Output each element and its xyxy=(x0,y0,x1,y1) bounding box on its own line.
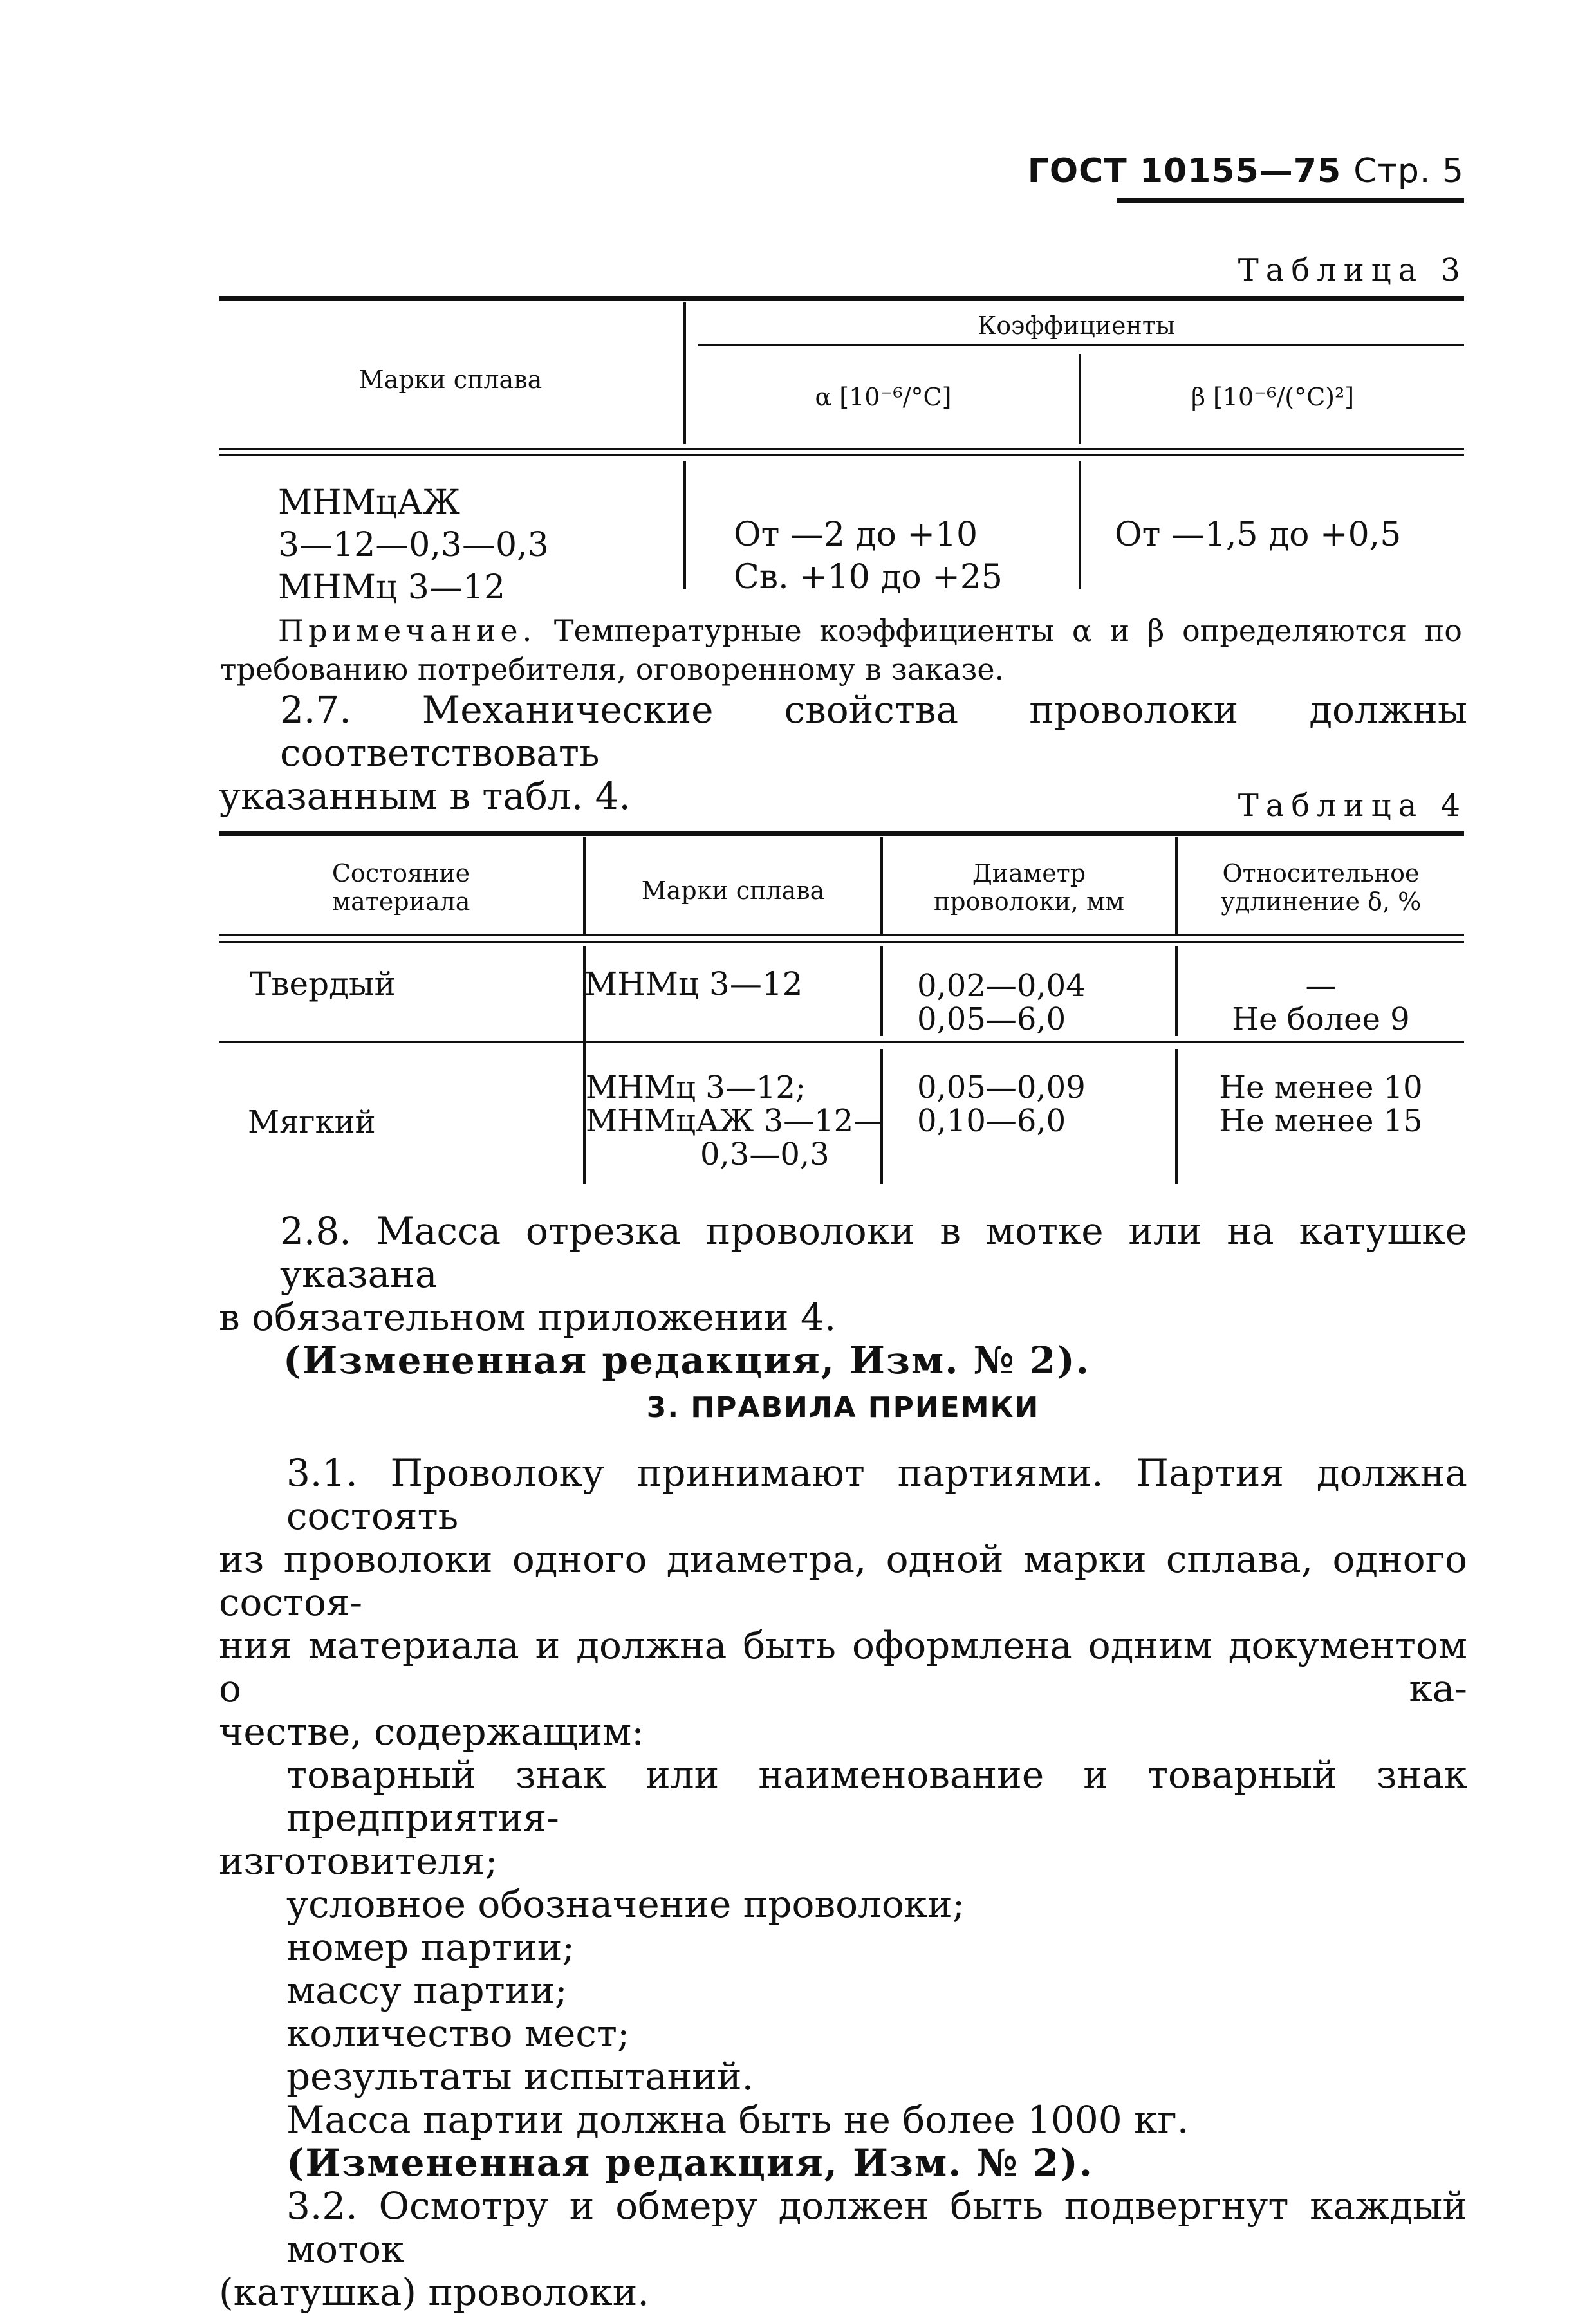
table4-row1-diameter xyxy=(917,969,1086,1036)
table4-row1-elongation xyxy=(1178,969,1464,1036)
p31-mass: Масса партии должна быть не более 1000 кг. xyxy=(286,2098,1189,2142)
table3-row-alpha xyxy=(734,514,1003,598)
table4-row2-elongation xyxy=(1178,1071,1464,1138)
row2-alloy-line: МНМцАЖ 3—12— xyxy=(586,1103,885,1139)
p31-item: изготовителя; xyxy=(219,1839,498,1883)
row1-diam-line: 0,02—0,04 xyxy=(917,968,1086,1004)
table3-header-rule-b xyxy=(219,454,1464,456)
note-label: Примечание. xyxy=(278,613,537,648)
header-state-line: Состояние xyxy=(331,859,470,887)
table4-row1-alloy: МНМц 3—12 xyxy=(584,965,803,1003)
table4-header-alloy: Марки сплава xyxy=(641,876,825,905)
header-diameter-line: Диаметр xyxy=(972,859,1086,887)
row2-elong-line: Не менее 15 xyxy=(1219,1103,1423,1139)
row2-alloy-line: 0,3—0,3 xyxy=(700,1136,830,1172)
row1-diam-line: 0,05—6,0 xyxy=(917,1001,1066,1037)
table4-row2-state: Мягкий xyxy=(248,1104,376,1140)
table4-header-diameter xyxy=(883,859,1175,916)
table4-row2-diameter xyxy=(917,1071,1086,1138)
table3-note xyxy=(220,611,1462,689)
row2-elong-line: Не менее 10 xyxy=(1219,1069,1423,1106)
table3-alloy-line: 3—12—0,3—0,3 xyxy=(278,526,549,564)
p31-item: массу партии; xyxy=(286,1968,568,2012)
table3-header-coeff: Коэффициенты xyxy=(977,311,1176,340)
table3-row-beta: От —1,5 до +0,5 xyxy=(1115,515,1402,554)
row1-elong-line: — xyxy=(1305,968,1337,1004)
paragraph-2-8 xyxy=(219,1210,1467,1382)
p32-line: (катушка) проволоки. xyxy=(219,2270,649,2314)
p31-line: из проволоки одного диаметра, одной марки сплава, одного состоя- xyxy=(219,1537,1467,1624)
row2-diam-line: 0,10—6,0 xyxy=(917,1103,1066,1139)
p31-amendment: (Измененная редакция, Изм. № 2). xyxy=(286,2141,1093,2185)
row2-alloy-line: МНМц 3—12; xyxy=(586,1069,806,1106)
table3-vline-1 xyxy=(683,302,686,444)
p31-item: результаты испытаний. xyxy=(286,2055,754,2098)
table4-caption: Таблица 4 xyxy=(1238,788,1467,824)
table3-vline-3 xyxy=(683,461,686,589)
page-number: Стр. 5 xyxy=(1353,152,1464,190)
table3-header-alloy: Марки сплава xyxy=(358,366,543,394)
table3-vline-4 xyxy=(1079,461,1081,589)
p32-line: 3.2. Осмотру и обмеру должен быть подвергнут каждый моток xyxy=(286,2184,1467,2271)
note-line1: Температурные коэффициенты α и β определяются по xyxy=(553,613,1462,648)
table4-top-rule xyxy=(219,831,1464,836)
table4-header-elongation xyxy=(1178,859,1464,916)
table3-alpha-line: Св. +10 до +25 xyxy=(734,558,1003,597)
paragraph-3-1 xyxy=(219,1452,1467,2314)
gost-number: ГОСТ 10155—75 xyxy=(1027,152,1342,190)
p27-line1: 2.7. Механические свойства проволоки должны соответствовать xyxy=(280,688,1467,775)
header-rule xyxy=(1117,198,1464,203)
p31-item: товарный знак или наименование и товарный знак предприятия- xyxy=(286,1753,1467,1840)
p28-amendment: (Измененная редакция, Изм. № 2). xyxy=(283,1338,1090,1382)
note-line2: требованию потребителя, оговоренному в заказе. xyxy=(220,652,1005,687)
table4-vline-5 xyxy=(880,946,883,1036)
section-3-title: 3. ПРАВИЛА ПРИЕМКИ xyxy=(646,1391,1040,1424)
table4-row1-state: Твердый xyxy=(250,965,396,1003)
p28-line1: 2.8. Масса отрезка проволоки в мотке или на катушке указана xyxy=(280,1209,1467,1296)
row1-elong-line: Не более 9 xyxy=(1232,1001,1410,1037)
table3-caption: Таблица 3 xyxy=(1238,252,1467,288)
table3-alloy-line: МНМцАЖ xyxy=(278,483,461,522)
header-state-line: материала xyxy=(331,887,470,916)
header-elong-line: удлинение δ, % xyxy=(1220,887,1422,916)
table4-header-rule-b xyxy=(219,941,1464,943)
table3-header-beta: β [10⁻⁶/(°С)²] xyxy=(1191,383,1355,411)
table4-header-state xyxy=(219,859,583,916)
p31-line: честве, содержащим: xyxy=(219,1710,644,1754)
header-diameter-line: проволоки, мм xyxy=(933,887,1125,916)
p31-item: номер партии; xyxy=(286,1925,575,1969)
table3-sub-rule xyxy=(698,344,1464,346)
page-header xyxy=(1028,152,1464,190)
table3-alloy-line: МНМц 3—12 xyxy=(278,568,506,607)
table4-header-rule-a xyxy=(219,934,1464,936)
p31-item: количество мест; xyxy=(286,2012,630,2055)
table3-header-alpha: α [10⁻⁶/°С] xyxy=(815,383,952,411)
p31-item: условное обозначение проволоки; xyxy=(286,1882,965,1926)
table4-row-divider xyxy=(219,1041,1464,1043)
table4-row2-alloy xyxy=(586,1071,884,1171)
p27-line2: указанным в табл. 4. xyxy=(219,774,631,818)
table3-alpha-line: От —2 до +10 xyxy=(734,515,978,554)
p31-line: 3.1. Проволоку принимают партиями. Партия должна состоять xyxy=(286,1451,1467,1538)
table3-top-rule xyxy=(219,296,1464,301)
p31-line: ния материала и должна быть оформлена одним документом о ка- xyxy=(219,1624,1467,1710)
table3-row-alloy xyxy=(278,481,549,609)
header-elong-line: Относительное xyxy=(1222,859,1420,887)
p28-line2: в обязательном приложении 4. xyxy=(219,1295,837,1339)
table3-header-rule-a xyxy=(219,448,1464,450)
row2-diam-line: 0,05—0,09 xyxy=(917,1069,1086,1106)
